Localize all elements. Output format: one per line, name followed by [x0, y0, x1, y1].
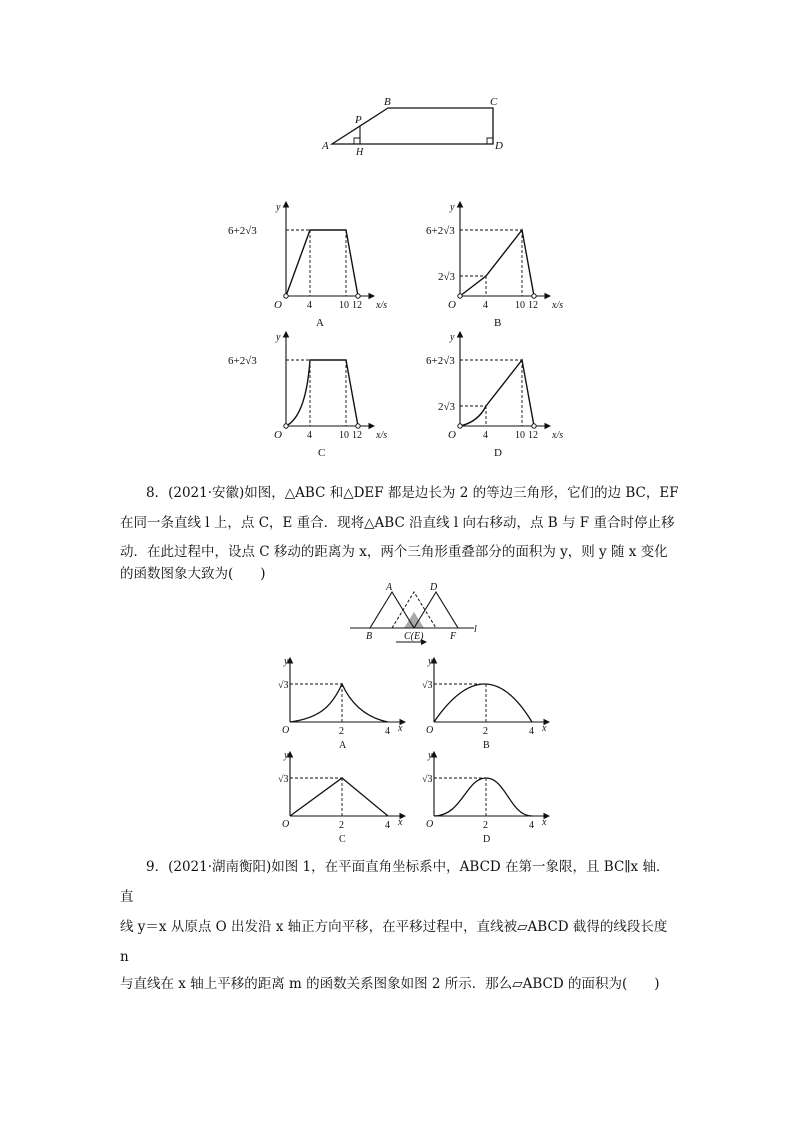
option-caption: C [318, 447, 326, 459]
q8-graph-c [260, 748, 420, 846]
label-D: D [430, 582, 438, 593]
x-axis-label: x/s [376, 300, 388, 311]
option-caption: D [494, 447, 502, 459]
q9-line-1: 9．(2021·湖南衡阳)如图 1，在平面直角坐标系中，ABCD 在第一象限，且 BC∥x 轴．直 [120, 859, 670, 905]
trapezoid-figure [310, 92, 520, 156]
question-8 [120, 478, 680, 584]
q9-line-3: 与直线在 x 轴上平移的距离 m 的函数关系图象如图 2 所示．那么▱ABCD 的面积为( ) [120, 976, 660, 992]
label-A: A [386, 582, 393, 593]
q8-line-4: 的函数图象大致为( ) [120, 566, 266, 582]
x-axis-label: x [398, 817, 403, 828]
y-axis-label: y [450, 202, 455, 213]
x-tick-label: 2 [339, 820, 344, 831]
x-tick-label: 4 [307, 430, 312, 441]
x-tick-label: 12 [528, 430, 538, 441]
x-tick-label: 4 [483, 430, 488, 441]
question-9 [120, 852, 680, 994]
x-tick-label: 10 [515, 300, 525, 311]
y-tick-label: 2√3 [438, 401, 456, 413]
y-tick-label: √3 [278, 680, 289, 691]
y-tick-label: 6+2√3 [426, 225, 455, 237]
x-tick-label: 10 [339, 430, 349, 441]
fig7-graph-c [224, 326, 404, 460]
q8-graph-a [260, 654, 420, 752]
y-tick-label: √3 [278, 774, 289, 785]
x-tick-label: 10 [339, 300, 349, 311]
origin-label: O [426, 725, 434, 736]
x-axis-label: x [398, 723, 403, 734]
x-tick-label: 2 [483, 820, 488, 831]
origin-label: O [274, 299, 282, 311]
y-tick-label: 6+2√3 [228, 225, 257, 237]
option-caption: D [483, 834, 491, 845]
x-tick-label: 4 [483, 300, 488, 311]
origin-label: O [274, 429, 282, 441]
fig7-graph-a [224, 196, 404, 330]
triangles-diagram [346, 580, 496, 652]
option-caption: A [339, 740, 347, 751]
y-tick-label: √3 [422, 774, 433, 785]
y-axis-label: y [284, 750, 289, 761]
x-tick-label: 4 [307, 300, 312, 311]
fig7-graph-d [400, 326, 580, 460]
label-H: H [356, 147, 364, 158]
option-caption: A [316, 317, 324, 329]
label-F: F [450, 631, 457, 642]
x-tick-label: 12 [528, 300, 538, 311]
origin-label: O [282, 819, 290, 830]
origin-label: O [426, 819, 434, 830]
origin-label: O [282, 725, 290, 736]
x-tick-label: 4 [529, 820, 534, 831]
x-tick-label: 12 [352, 430, 362, 441]
y-axis-label: y [276, 332, 281, 343]
x-tick-label: 4 [385, 820, 390, 831]
x-tick-label: 2 [483, 726, 488, 737]
y-axis-label: y [284, 656, 289, 667]
q8-graph-d [404, 748, 564, 846]
y-tick-label: 6+2√3 [426, 355, 455, 367]
x-axis-label: x/s [552, 430, 564, 441]
q8-line-2: 在同一条直线 l 上，点 C，E 重合．现将△ABC 沿直线 l 向右移动，点 B 与 F 重合时停止移 [120, 515, 675, 531]
origin-label: O [448, 299, 456, 311]
x-tick-label: 12 [352, 300, 362, 311]
label-B: B [366, 631, 373, 642]
label-P: P [355, 114, 362, 126]
y-tick-label: 6+2√3 [228, 355, 257, 367]
fig7-graph-b [400, 196, 580, 330]
y-axis-label: y [450, 332, 455, 343]
option-caption: B [483, 740, 490, 751]
x-axis-label: x [542, 723, 547, 734]
label-D: D [495, 140, 503, 152]
q8-line-1: 8．(2021·安徽)如图，△ABC 和△DEF 都是边长为 2 的等边三角形，它们的边 BC，EF [146, 485, 679, 501]
x-tick-label: 2 [339, 726, 344, 737]
option-caption: C [339, 834, 346, 845]
x-axis-label: x [542, 817, 547, 828]
x-tick-label: 4 [385, 726, 390, 737]
label-A: A [322, 140, 329, 152]
label-l: l [474, 624, 477, 635]
x-tick-label: 10 [515, 430, 525, 441]
x-tick-label: 4 [529, 726, 534, 737]
y-tick-label: 2√3 [438, 271, 456, 283]
y-tick-label: √3 [422, 680, 433, 691]
q9-line-2: 线 y＝x 从原点 O 出发沿 x 轴正方向平移，在平移过程中，直线被▱ABCD 截得的线段长度 n [120, 919, 668, 965]
q8-line-3: 动．在此过程中，设点 C 移动的距离为 x，两个三角形重叠部分的面积为 y，则 y 随 x 变化 [120, 544, 668, 560]
x-axis-label: x/s [376, 430, 388, 441]
y-axis-label: y [428, 656, 433, 667]
x-axis-label: x/s [552, 300, 564, 311]
label-B: B [384, 96, 391, 108]
origin-label: O [448, 429, 456, 441]
label-C: C [490, 96, 498, 108]
y-axis-label: y [276, 202, 281, 213]
y-axis-label: y [428, 750, 433, 761]
label-CE: C(E) [404, 631, 424, 642]
option-caption: B [494, 317, 502, 329]
q8-graph-b [404, 654, 564, 752]
